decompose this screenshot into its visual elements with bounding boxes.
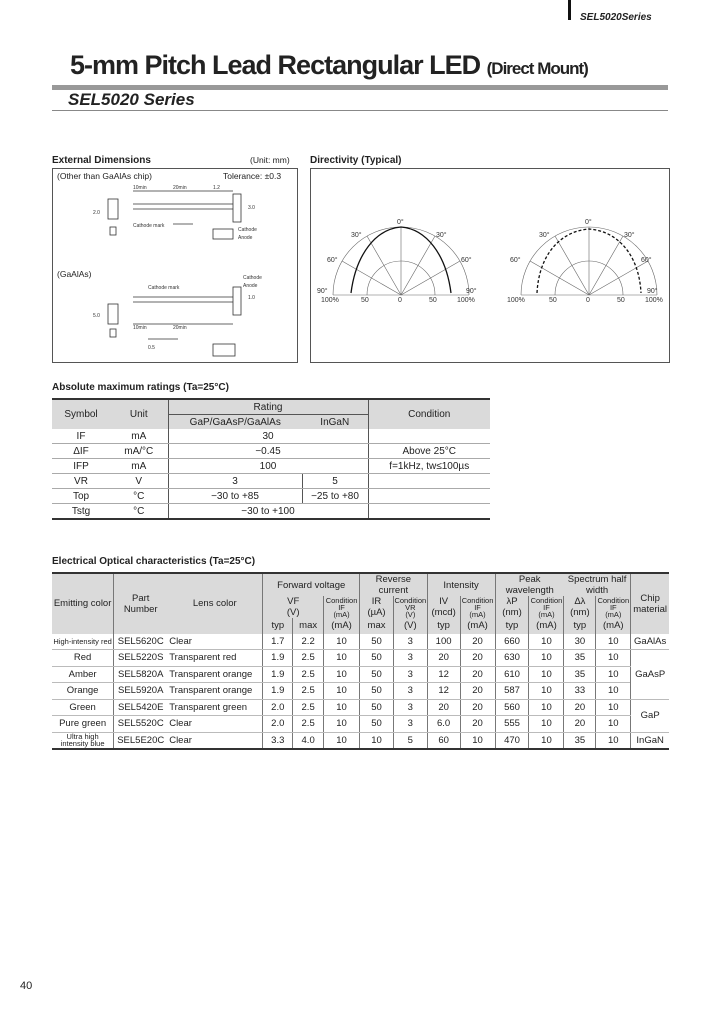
dim-label: 2.0	[93, 210, 100, 216]
chip-material: GaAsP	[631, 650, 669, 700]
scale-label: 50	[617, 297, 625, 304]
table-row	[52, 716, 669, 733]
eoc-cell: 10	[596, 699, 631, 716]
angle-label: 30°	[539, 232, 550, 239]
eoc-h-vf: VF (V)	[263, 596, 324, 618]
eoc-cell: 30	[564, 634, 596, 650]
eoc-cell: Ultra high intensity blue	[52, 732, 114, 749]
eoc-h-int: Intensity	[427, 573, 495, 596]
eoc-h-chip: Chip material	[631, 573, 669, 634]
eoc-cell: 2.5	[293, 650, 324, 667]
angle-label: 90°	[647, 288, 658, 295]
eoc-h-rc: Reverse current	[360, 573, 428, 596]
series-tag: SEL5020Series	[580, 12, 652, 23]
table-row	[52, 666, 669, 683]
amr-cell	[368, 489, 490, 504]
eoc-cell: 10	[324, 634, 360, 650]
eoc-cell: 12	[427, 666, 460, 683]
eoc-cell: 3	[394, 666, 428, 683]
eoc-h-unit: (mA)	[529, 618, 564, 634]
eoc-cell: 560	[495, 699, 529, 716]
dim-label: 3.0	[248, 205, 255, 211]
scale-label: 100%	[457, 297, 475, 304]
header-bar	[568, 0, 571, 20]
eoc-cell: 50	[360, 634, 394, 650]
amr-cell: ΔIF	[52, 444, 110, 459]
scale-label: 0	[586, 297, 590, 304]
eoc-cell: 50	[360, 699, 394, 716]
eoc-cell: 50	[360, 666, 394, 683]
eoc-cell: 10	[596, 683, 631, 700]
eoc-cell: 3	[394, 699, 428, 716]
eoc-cell: 20	[460, 683, 495, 700]
eoc-cell: 20	[427, 699, 460, 716]
eoc-cell: SEL5E20C	[114, 732, 167, 749]
eoc-cell: 10	[324, 699, 360, 716]
eoc-cell: Pure green	[52, 716, 114, 733]
eoc-cell: 2.5	[293, 683, 324, 700]
eoc-cell: SEL5820A	[114, 666, 167, 683]
eoc-h-typ: typ	[263, 618, 293, 634]
eoc-cell: 50	[360, 716, 394, 733]
amr-cell: VR	[52, 474, 110, 489]
eoc-h-cond: Condition IF (mA)	[324, 596, 360, 618]
dim-label: 10min	[133, 185, 147, 191]
eoc-cell: Transparent red	[167, 650, 263, 667]
amr-cell: 3	[168, 474, 302, 489]
eoc-cell: 20	[460, 716, 495, 733]
dim-label: Anode	[243, 283, 258, 289]
eoc-h-unit: (V)	[394, 618, 428, 634]
eoc-cell: 10	[529, 666, 564, 683]
dim-label: Cathode	[238, 227, 257, 233]
eoc-cell: 660	[495, 634, 529, 650]
eoc-h-dl: Δλ (nm)	[564, 596, 596, 618]
eoc-cell: 2.2	[293, 634, 324, 650]
directivity-chart	[311, 169, 669, 362]
eoc-h-part: Part Number	[114, 573, 167, 634]
amr-cell: V	[110, 474, 168, 489]
scale-label: 50	[549, 297, 557, 304]
amr-h-cond: Condition	[368, 399, 490, 429]
eoc-cell: 555	[495, 716, 529, 733]
eoc-cell: SEL5420E	[114, 699, 167, 716]
angle-label: 0°	[585, 219, 592, 226]
ext-dim-box	[52, 168, 298, 363]
variant-label: (GaAlAs)	[57, 269, 92, 279]
eoc-cell: 10	[596, 666, 631, 683]
eoc-cell: 1.7	[263, 634, 293, 650]
amr-cell: 5	[302, 474, 368, 489]
eoc-cell: Amber	[52, 666, 114, 683]
eoc-cell: 3	[394, 716, 428, 733]
dimension-drawing	[53, 169, 297, 362]
amr-h-rating: Rating	[168, 399, 368, 415]
eoc-cell: 10	[529, 732, 564, 749]
table-row	[52, 732, 669, 749]
eoc-cell: SEL5620C	[114, 634, 167, 650]
eoc-cell: 587	[495, 683, 529, 700]
dim-label: 5.0	[93, 313, 100, 319]
eoc-cell: 33	[564, 683, 596, 700]
eoc-cell: 20	[460, 650, 495, 667]
eoc-h-typ: typ	[564, 618, 596, 634]
amr-cell: mA	[110, 459, 168, 474]
amr-cell: f=1kHz, tw≤100µs	[368, 459, 490, 474]
eoc-h-cond: Condition IF (mA)	[461, 595, 494, 619]
scale-label: 100%	[507, 297, 525, 304]
angle-label: 30°	[351, 232, 362, 239]
page-title: 5-mm Pitch Lead Rectangular LED (Direct Mount)	[70, 50, 588, 80]
directivity-box	[310, 168, 670, 363]
amr-table	[52, 398, 490, 520]
scale-label: 50	[429, 297, 437, 304]
eoc-cell: 20	[564, 699, 596, 716]
eoc-cell: 60	[427, 732, 460, 749]
eoc-cell: 10	[529, 634, 564, 650]
eoc-cell: 35	[564, 732, 596, 749]
dim-label: 1.0	[248, 295, 255, 301]
eoc-cell: 10	[324, 666, 360, 683]
eoc-cell: 1.9	[263, 683, 293, 700]
eoc-cell: 2.0	[263, 716, 293, 733]
eoc-h-shw: Spectrum half width	[564, 573, 631, 596]
eoc-cell: 2.5	[293, 666, 324, 683]
amr-h-symbol: Symbol	[52, 399, 110, 429]
eoc-h-typ: typ	[495, 618, 529, 634]
table-row	[52, 683, 669, 700]
eoc-cell: Clear	[167, 732, 263, 749]
eoc-cell: Orange	[52, 683, 114, 700]
amr-h-gap: GaP/GaAsP/GaAlAs	[168, 415, 302, 430]
scale-label: 0	[398, 297, 402, 304]
eoc-h-lp: λP (nm)	[495, 596, 529, 618]
eoc-h-lens: Lens color	[167, 573, 263, 634]
amr-cell	[368, 429, 490, 444]
eoc-cell: Transparent orange	[167, 683, 263, 700]
eoc-cell: SEL5520C	[114, 716, 167, 733]
table-row	[52, 504, 490, 520]
eoc-cell: 35	[564, 666, 596, 683]
dim-label: 10min	[133, 325, 147, 331]
eoc-cell: Transparent orange	[167, 666, 263, 683]
eoc-table	[52, 572, 669, 750]
eoc-cell: 610	[495, 666, 529, 683]
eoc-cell: 10	[324, 650, 360, 667]
eoc-cell: Clear	[167, 716, 263, 733]
eoc-h-typ: typ	[427, 618, 460, 634]
eoc-cell: High-intensity red	[52, 634, 114, 650]
ext-dim-heading: External Dimensions	[52, 155, 151, 166]
amr-cell: Top	[52, 489, 110, 504]
table-row	[52, 699, 669, 716]
dim-label: Anode	[238, 235, 253, 241]
dim-label: Cathode mark	[133, 223, 165, 229]
eoc-cell: 2.0	[263, 699, 293, 716]
angle-label: 30°	[436, 232, 447, 239]
amr-cell: IF	[52, 429, 110, 444]
eoc-cell: 20	[460, 666, 495, 683]
eoc-cell: 35	[564, 650, 596, 667]
eoc-h-iv: IV (mcd)	[427, 596, 460, 618]
eoc-cell: 3	[394, 634, 428, 650]
angle-label: 30°	[624, 232, 635, 239]
directivity-heading: Directivity (Typical)	[310, 155, 402, 166]
eoc-h-cond: Condition IF (mA)	[597, 595, 630, 619]
eoc-cell: 3	[394, 650, 428, 667]
amr-cell: −30 to +100	[168, 504, 368, 520]
amr-cell: −0.45	[168, 444, 368, 459]
eoc-cell: SEL5220S	[114, 650, 167, 667]
page-number: 40	[20, 980, 33, 992]
angle-label: 60°	[641, 257, 652, 264]
eoc-cell: 50	[360, 650, 394, 667]
eoc-cell: 5	[394, 732, 428, 749]
eoc-cell: 10	[460, 732, 495, 749]
eoc-cell: Transparent green	[167, 699, 263, 716]
amr-cell: Tstg	[52, 504, 110, 520]
eoc-cell: 20	[460, 634, 495, 650]
dim-label: 20min	[173, 185, 187, 191]
eoc-heading: Electrical Optical characteristics (Ta=25°C)	[52, 556, 256, 567]
amr-h-unit: Unit	[110, 399, 168, 429]
amr-h-ingan: InGaN	[302, 415, 368, 430]
table-row	[52, 634, 669, 650]
eoc-cell: 470	[495, 732, 529, 749]
table-row	[52, 489, 490, 504]
eoc-cell: Green	[52, 699, 114, 716]
angle-label: 60°	[461, 257, 472, 264]
table-row	[52, 459, 490, 474]
eoc-cell: 10	[596, 650, 631, 667]
amr-cell: mA	[110, 429, 168, 444]
eoc-h-unit: (mA)	[324, 618, 360, 634]
eoc-h-emit: Emitting color	[52, 573, 114, 634]
eoc-h-cond: Condition IF (mA)	[530, 595, 563, 619]
series-rule	[52, 110, 668, 111]
eoc-cell: 100	[427, 634, 460, 650]
eoc-cell: 10	[596, 716, 631, 733]
eoc-h-ir: IR (µA)	[360, 596, 394, 618]
amr-cell: −30 to +85	[168, 489, 302, 504]
eoc-cell: 2.5	[293, 699, 324, 716]
amr-cell	[368, 504, 490, 520]
table-row	[52, 429, 490, 444]
amr-cell: −25 to +80	[302, 489, 368, 504]
eoc-cell: 10	[529, 650, 564, 667]
amr-cell: Above 25°C	[368, 444, 490, 459]
eoc-cell: Red	[52, 650, 114, 667]
eoc-cell: 20	[564, 716, 596, 733]
eoc-cell: 10	[596, 732, 631, 749]
dim-label: 1.2	[213, 185, 220, 191]
amr-cell: °C	[110, 489, 168, 504]
eoc-cell: SEL5920A	[114, 683, 167, 700]
chip-material: GaP	[631, 699, 669, 732]
eoc-cell: 10	[360, 732, 394, 749]
eoc-cell: 20	[460, 699, 495, 716]
scale-label: 50	[361, 297, 369, 304]
chip-material: GaAlAs	[631, 634, 669, 650]
eoc-cell: 3	[394, 683, 428, 700]
chip-material: InGaN	[631, 732, 669, 749]
eoc-cell: 12	[427, 683, 460, 700]
eoc-cell: 10	[529, 716, 564, 733]
ext-dim-unit: (Unit: mm)	[250, 155, 290, 165]
eoc-cell: 10	[324, 683, 360, 700]
angle-label: 90°	[317, 288, 328, 295]
amr-cell: 30	[168, 429, 368, 444]
eoc-cell: 10	[324, 732, 360, 749]
series-title: SEL5020 Series	[68, 90, 195, 109]
angle-label: 60°	[510, 257, 521, 264]
dim-label: Cathode	[243, 275, 262, 281]
scale-label: 100%	[321, 297, 339, 304]
eoc-h-cond: Condition VR (V)	[394, 595, 427, 619]
eoc-cell: 10	[529, 683, 564, 700]
eoc-h-unit: (mA)	[460, 618, 495, 634]
eoc-cell: 10	[529, 699, 564, 716]
amr-cell: 100	[168, 459, 368, 474]
eoc-cell: 50	[360, 683, 394, 700]
amr-heading: Absolute maximum ratings (Ta=25°C)	[52, 382, 229, 393]
eoc-h-max: max	[360, 618, 394, 634]
scale-label: 100%	[645, 297, 663, 304]
amr-cell: °C	[110, 504, 168, 520]
eoc-cell: Clear	[167, 634, 263, 650]
eoc-h-fv: Forward voltage	[263, 573, 360, 596]
table-row	[52, 474, 490, 489]
amr-cell: IFP	[52, 459, 110, 474]
table-row	[52, 650, 669, 667]
eoc-cell: 630	[495, 650, 529, 667]
angle-label: 90°	[466, 288, 477, 295]
dim-label: Cathode mark	[148, 285, 180, 291]
eoc-cell: 1.9	[263, 666, 293, 683]
eoc-cell: 10	[596, 634, 631, 650]
eoc-h-max: max	[293, 618, 324, 634]
angle-label: 60°	[327, 257, 338, 264]
amr-cell	[368, 474, 490, 489]
eoc-cell: 6.0	[427, 716, 460, 733]
eoc-cell: 20	[427, 650, 460, 667]
angle-label: 0°	[397, 219, 404, 226]
eoc-cell: 1.9	[263, 650, 293, 667]
tolerance-label: Tolerance: ±0.3	[223, 171, 282, 181]
eoc-cell: 3.3	[263, 732, 293, 749]
table-row	[52, 444, 490, 459]
eoc-cell: 2.5	[293, 716, 324, 733]
variant-label: (Other than GaAlAs chip)	[57, 171, 152, 181]
eoc-cell: 10	[324, 716, 360, 733]
dim-label: 0.5	[148, 345, 155, 351]
eoc-h-unit: (mA)	[596, 618, 631, 634]
eoc-h-pw: Peak wavelength	[495, 573, 564, 596]
dim-label: 20min	[173, 325, 187, 331]
amr-cell: mA/°C	[110, 444, 168, 459]
eoc-cell: 4.0	[293, 732, 324, 749]
